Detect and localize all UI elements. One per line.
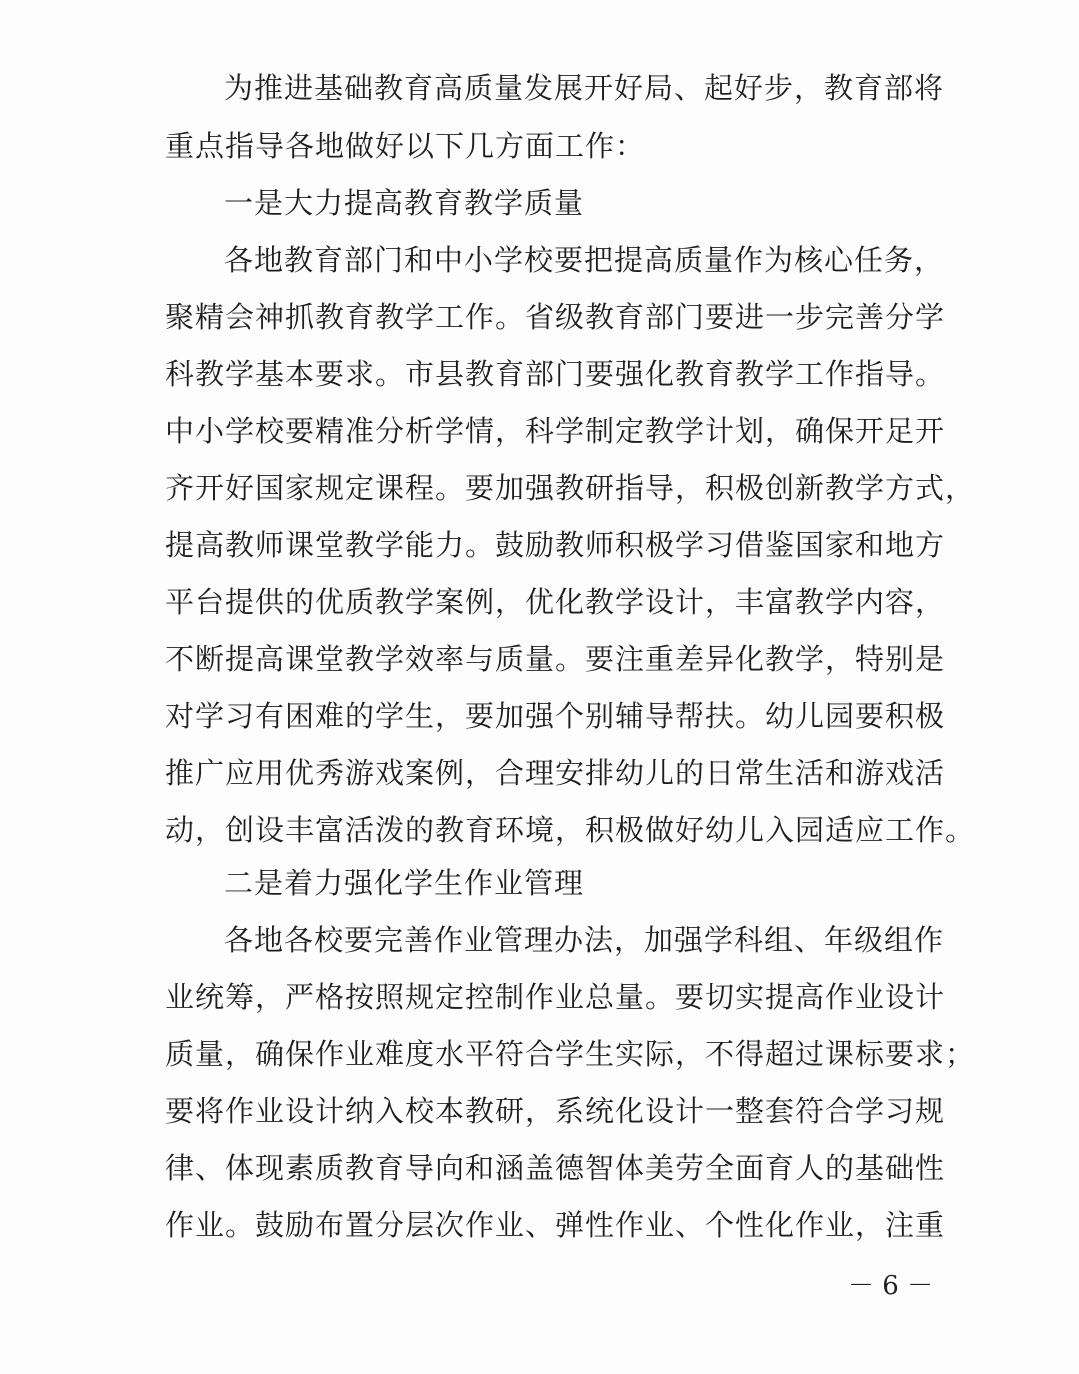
paragraph-line: 业统筹，严格按照规定控制作业总量。要切实提高作业设计: [165, 980, 946, 1014]
paragraph-line: 质量，确保作业难度水平符合学生实际，不得超过课标要求；: [165, 1037, 976, 1071]
paragraph-line: 平台提供的优质教学案例，优化教学设计，丰富教学内容，: [165, 585, 946, 619]
paragraph-line: 提高教师课堂教学能力。鼓励教师积极学习借鉴国家和地方: [165, 528, 946, 562]
section-heading-1: 一是大力提高教育教学质量: [224, 186, 585, 220]
paragraph-line: 科教学基本要求。市县教育部门要强化教育教学工作指导。: [165, 357, 946, 391]
paragraph-line: 动，创设丰富活泼的教育环境，积极做好幼儿入园适应工作。: [165, 813, 976, 847]
paragraph-line: 中小学校要精准分析学情，科学制定教学计划，确保开足开: [165, 414, 946, 448]
paragraph-line: 推广应用优秀游戏案例，合理安排幼儿的日常生活和游戏活: [165, 756, 946, 790]
paragraph-line: 对学习有困难的学生，要加强个别辅导帮扶。幼儿园要积极: [165, 699, 946, 733]
intro-line-2: 重点指导各地做好以下几方面工作：: [165, 129, 646, 163]
paragraph-line: 作业。鼓励布置分层次作业、弹性作业、个性化作业，注重: [165, 1208, 946, 1242]
paragraph-line: 聚精会神抓教育教学工作。省级教育部门要进一步完善分学: [165, 300, 946, 334]
paragraph-line: 齐开好国家规定课程。要加强教研指导，积极创新教学方式，: [165, 471, 976, 505]
intro-line-1: 为推进基础教育高质量发展开好局、起好步，教育部将: [224, 71, 945, 105]
paragraph-line: 不断提高课堂教学效率与质量。要注重差异化教学，特别是: [165, 642, 946, 676]
paragraph-line: 各地各校要完善作业管理办法，加强学科组、年级组作: [224, 923, 945, 957]
paragraph-line: 律、体现素质教育导向和涵盖德智体美劳全面育人的基础性: [165, 1151, 946, 1185]
section-heading-2: 二是着力强化学生作业管理: [224, 866, 585, 900]
page-number: － 6 －: [848, 1271, 934, 1301]
paragraph-line: 要将作业设计纳入校本教研，系统化设计一整套符合学习规: [165, 1094, 946, 1128]
paragraph-line: 各地教育部门和中小学校要把提高质量作为核心任务，: [224, 243, 945, 277]
